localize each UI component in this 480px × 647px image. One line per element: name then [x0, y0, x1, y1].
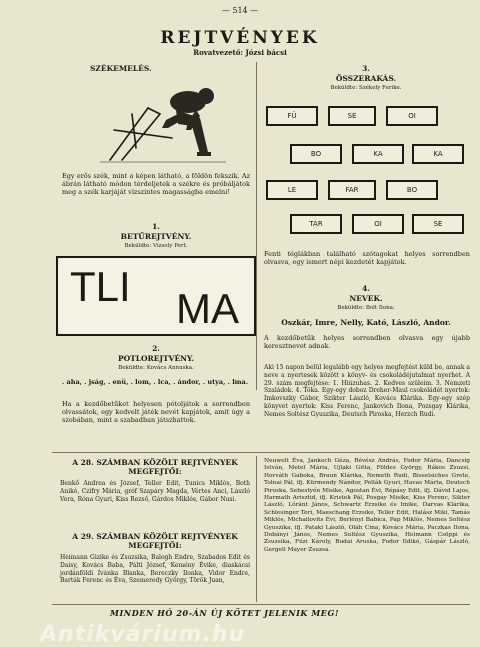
- solvers-28-list: Benkő Andrea és József, Teller Edit, Tunics Miklós, Both Anikó, Czifry Mária, gróf Szapáry Magda, Vértes Anci, László Vera, Róna Gyuri, Kiss Rezső, Gárdos Miklós, Gábor Nusi.: [60, 480, 250, 503]
- brick-tile: KA: [352, 144, 404, 164]
- puzzle-4-sender: Beküldte: Bolt Ilona.: [337, 305, 395, 311]
- man-lifting-chair-illustration: [96, 74, 230, 166]
- puzzle-2-syllables: . aha, . jság, . enü, . lom, . lca, . ándor, . utya, . lma.: [62, 378, 249, 386]
- watermark: Antikvárium.hu: [40, 622, 246, 647]
- solvers-29-list: Heimann Gizike és Zsuzsika, Balogh Endre, Szabados Edit és Daisy, Kovács Baba, Pálti József, Kemény Évike, diaskácsi jordánföldi Ivánka Blanka, Bereczky Ilonka, Vidor Endre, Barták Ferenc és Éva, Szemeredy György, Török Juan,: [60, 554, 250, 585]
- puzzle-2-sender: Beküldte: Kovács Annuska.: [118, 365, 194, 371]
- winners-note: Aki 15 napon belül legalább egy helyes megfejtést küld be, annak a neve a nyertesek között s könyv- és csokoládéjutalmat nyerhet. A 29. szám megfejtése: 1. Hiúzuhas. 2. Kedves szüleim. 3. Nemzeti Szaládok. 4. Tóka. Egy-egy doboz Dreher-Maul csokoládét nyertek: Imkovszky Gábor, Szikter László, Kovács Klárika. Egy-egy szép könyvet nyertek: Kiss Ferenc, Jankovich Ilona, Pozsgay Klárika, Nemes Soltész Gyuszika, Deutsch Piroska, Herzch Rudi.: [264, 364, 470, 418]
- puzzle-1-number: 1.: [152, 222, 160, 231]
- puzzle-4-title: NEVEK.: [349, 294, 383, 303]
- puzzle-4-text: A kezdőbetűk helyes sorrendben olvasva egy újabb keresztnevet adnak.: [264, 334, 470, 351]
- page-title: REJTVÉNYEK: [160, 28, 320, 48]
- brick-tile: FAR: [328, 180, 376, 200]
- letter-puzzle-word-2: MA: [176, 285, 239, 332]
- solvers-28-heading: A 28. SZÁMBAN KÖZÖLT REJTVÉNYEK MEGFEJTŐI:: [72, 458, 238, 476]
- brick-tile: FÜ: [266, 106, 318, 126]
- puzzle-4-names: Oszkár, Imre, Nelly, Kató, László, Andor.: [281, 318, 451, 327]
- puzzle-3-number: 3.: [362, 64, 370, 73]
- bottom-column-divider: [256, 456, 257, 602]
- brick-tile: OI: [352, 214, 404, 234]
- puzzle-1-sender: Beküldte: Vizsoly Pert.: [124, 243, 188, 249]
- banner-divider: [52, 604, 470, 605]
- puzzle-2-text: Ha a kezdőbetűket helyesen pótoljátok a sorrendben olvassátok, egy kedvelt játék nevét kapjátok, amit úgy a szobában, mint a szabadban játszhattok.: [62, 400, 250, 425]
- solvers-29-list-continued: Neuwelt Éva, Jankech Géza, Révész András, Fodor Mária, Dancsig István, Metel Mária, Ujlaki Gitta, Földes György, Rákos Zsuzsi, Horváth Gaboka, Braun Klárika, Nemeth Rudi, Bisselsiches Grete, Tolnai Pál, ifj. Kürmendy Nándor, Pollák Gyuri, Havas Márta, Deutsch Piroska, Sebestyén Misike, Agostan Évi, Répásy Edit, ifj. Dávid Lajos, Harmath Arisztid, ifj. Kristek Pál, Posgay Misike, Kiss Ferenc, Sikter László, Lóránt János, Schwartz Erzsike és Imike, Darvas Klárika, Schlesinger Teri, Maeschang Erzsike, Teller Edit, Halász Miki, Tamás Miklós, Michailovits Évi, Berlényi Babica, Pap Miklós, Nemes Soltész Gyuszika, ifj. Pataki László, Oláh Cina, Kovács Mária, Paczkas Ilona, Dobányi János, Nemes Soltész Gyuszika, Heimann Csöppi és Zsuzsika, Füzi Károly, Budai Aruska, Fodor Ildikó, Gáspár László, Gergeli Mayer Zsuzsa.: [264, 458, 470, 553]
- puzzle-2-title: POTLOREJTVÉNY.: [117, 354, 195, 363]
- page-number: — 514 —: [221, 6, 259, 15]
- letter-puzzle-box: [56, 256, 256, 336]
- puzzle-2-number: 2.: [152, 344, 160, 353]
- brick-tile: KA: [412, 144, 464, 164]
- letter-puzzle-word-1: TLI: [70, 263, 131, 310]
- szekemeles-title: SZÉKEMELÉS.: [90, 64, 152, 73]
- brick-tile: TAR: [290, 214, 342, 234]
- puzzle-4-number: 4.: [362, 284, 370, 293]
- editor-line: Rovatvezető: Józsi bácsi: [193, 48, 287, 57]
- brick-tile: BO: [386, 180, 438, 200]
- szekemeles-text: Egy erős szék, mint a képen látható, a földön fekszik. Az ábrán látható módon térdeljetek a székre és próbáljátok meg a szék karjáját vízszintes magasságba emelni!: [62, 172, 250, 197]
- section-divider: [52, 452, 470, 453]
- puzzle-3-sender: Beküldte: Székely Ferike.: [330, 85, 402, 91]
- brick-tile: OI: [386, 106, 438, 126]
- puzzle-3-text: Fenti téglákban található szótagokat helyes sorrendben olvasva, egy ismert népi kezdetét kapjátok.: [264, 250, 470, 267]
- banner-text: MINDEN HÓ 20-ÁN ÚJ KÖTET JELENIK MEG!: [110, 608, 340, 618]
- brick-tile: BO: [290, 144, 342, 164]
- puzzle-1-title: BETŰREJTVÉNY.: [120, 232, 192, 241]
- solvers-29-heading: A 29. SZÁMBAN KÖZÖLT REJTVÉNYEK MEGFEJTŐI:: [72, 532, 238, 550]
- brick-tile: SE: [328, 106, 376, 126]
- brick-tile: SE: [412, 214, 464, 234]
- puzzle-3-title: ÖSSZERAKÁS.: [335, 74, 397, 83]
- brick-tile: LE: [266, 180, 318, 200]
- column-divider: [256, 62, 257, 390]
